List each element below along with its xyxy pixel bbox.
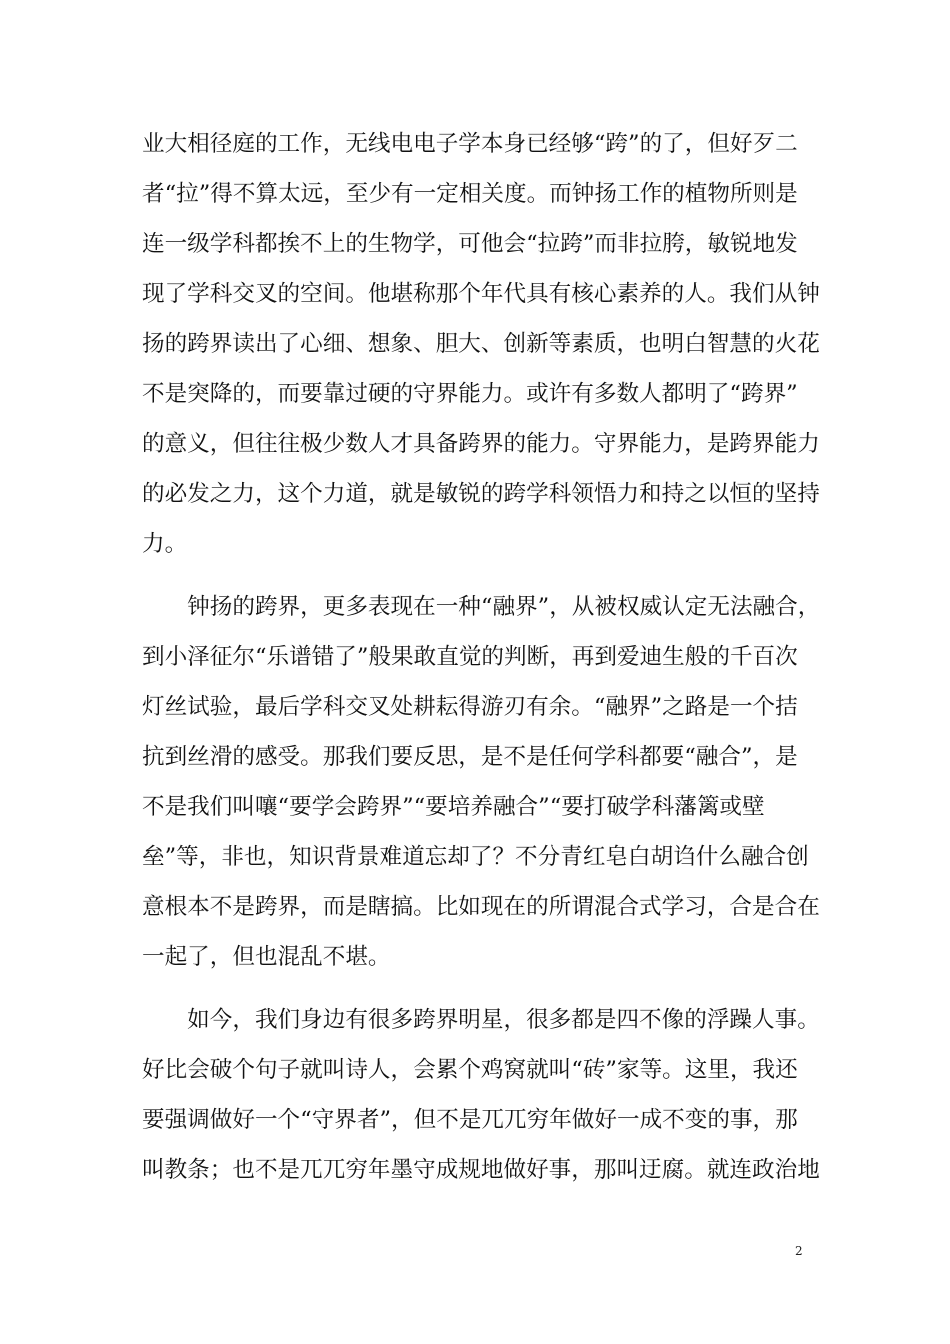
page-number: 2 <box>795 1244 803 1258</box>
text-line: 连一级学科都挨不上的生物学，可他会“拉跨”而非拉胯，敏锐地发 <box>142 231 798 257</box>
text-line: 不是我们叫嚷“要学会跨界”“要培养融合”“要打破学科藩篱或壁 <box>142 794 765 820</box>
text-line: 业大相径庭的工作，无线电电子学本身已经够“跨”的了，但好歹二 <box>142 131 798 157</box>
text-line: 垒”等，非也，知识背景难道忘却了？不分青红皂白胡诌什么融合创 <box>142 844 809 870</box>
text-line: 要强调做好一个“守界者”，但不是兀兀穷年做好一成不变的事，那 <box>142 1107 798 1133</box>
text-line: 钟扬的跨界，更多表现在一种“融界”，从被权威认定无法融合， <box>142 594 821 620</box>
text-line: 到小泽征尔“乐谱错了”般果敢直觉的判断，再到爱迪生般的千百次 <box>142 644 798 670</box>
text-line: 不是突降的，而要靠过硬的守界能力。或许有多数人都明了“跨界” <box>142 381 798 407</box>
text-line: 灯丝试验，最后学科交叉处耕耘得游刃有余。“融界”之路是一个拮 <box>142 694 798 720</box>
text-line: 现了学科交叉的空间。他堪称那个年代具有核心素养的人。我们从钟 <box>142 281 820 307</box>
text-line: 的意义，但往往极少数人才具备跨界的能力。守界能力，是跨界能力 <box>142 431 820 457</box>
text-line: 一起了，但也混乱不堪。 <box>142 944 391 970</box>
text-line: 叫教条；也不是兀兀穷年墨守成规地做好事，那叫迂腐。就连政治地 <box>142 1157 820 1183</box>
text-line: 好比会破个句子就叫诗人，会累个鸡窝就叫“砖”家等。这里，我还 <box>142 1057 798 1083</box>
text-line: 者“拉”得不算太远，至少有一定相关度。而钟扬工作的植物所则是 <box>142 181 798 207</box>
text-line: 的必发之力，这个力道，就是敏锐的跨学科领悟力和持之以恒的坚持 <box>142 481 820 507</box>
text-line: 抗到丝滑的感受。那我们要反思，是不是任何学科都要“融合”，是 <box>142 744 798 770</box>
text-line: 如今，我们身边有很多跨界明星，很多都是四不像的浮躁人事。 <box>142 1007 820 1033</box>
text-line: 意根本不是跨界，而是瞎搞。比如现在的所谓混合式学习，合是合在 <box>142 894 820 920</box>
text-line: 扬的跨界读出了心细、想象、胆大、创新等素质，也明白智慧的火花 <box>142 331 820 357</box>
text-line: 力。 <box>142 531 188 557</box>
